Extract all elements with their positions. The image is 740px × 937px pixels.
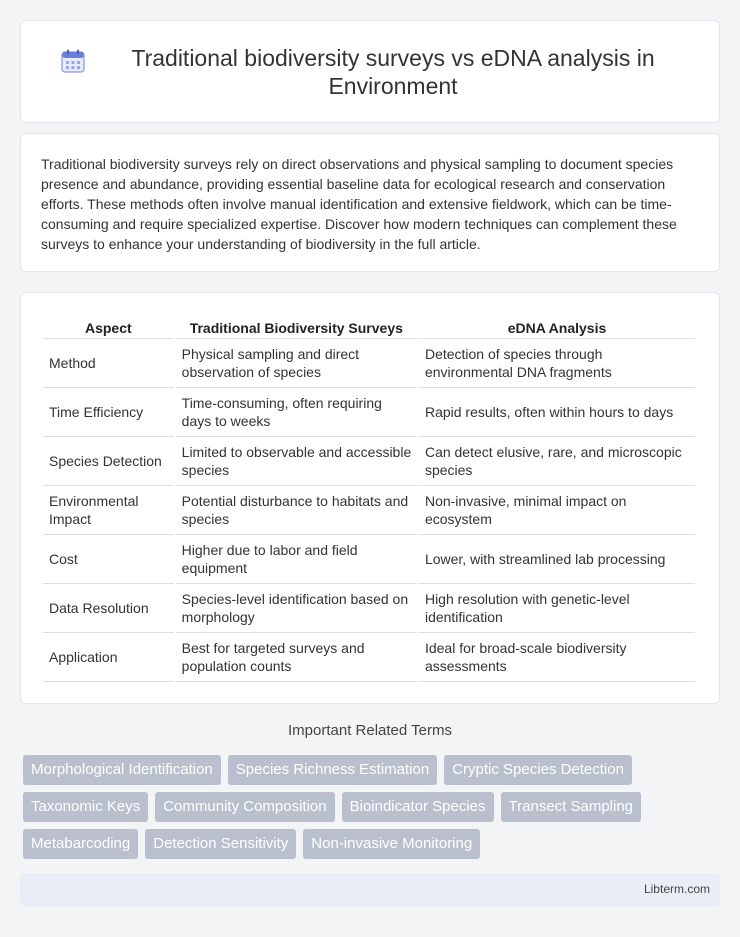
- row-edna: High resolution with genetic-level identification: [419, 584, 695, 633]
- row-aspect: Environmental Impact: [43, 486, 174, 535]
- intro-paragraph: Traditional biodiversity surveys rely on direct observations and physical sampling to document species presence and abundance, providing essential baseline data for ecological research and conservation efforts. These methods often involve manual identification and extensive fieldwork, which can be time-consuming and require specialized expertise. Discover how modern techniques can complement these surveys to enhance your understanding of biodiversity in the full article.: [41, 156, 677, 252]
- related-term-tag[interactable]: Bioindicator Species: [342, 792, 494, 822]
- related-term-tag[interactable]: Non-invasive Monitoring: [303, 829, 480, 859]
- table-row: [43, 486, 695, 535]
- table-row: [43, 339, 695, 388]
- intro-card: [20, 133, 720, 272]
- table-header-row: [43, 315, 695, 339]
- title-wrap: [60, 44, 680, 100]
- row-traditional: Physical sampling and direct observation of species: [176, 339, 417, 388]
- row-aspect: Method: [43, 339, 174, 388]
- table-row: [43, 437, 695, 486]
- related-term-tag[interactable]: Metabarcoding: [23, 829, 138, 859]
- table-row: [43, 584, 695, 633]
- related-term-tag[interactable]: Transect Sampling: [501, 792, 642, 822]
- related-term-tag[interactable]: Species Richness Estimation: [228, 755, 437, 785]
- table-row: [43, 388, 695, 437]
- related-term-tag[interactable]: Taxonomic Keys: [23, 792, 148, 822]
- row-traditional: Species-level identification based on morphology: [176, 584, 417, 633]
- row-traditional: Potential disturbance to habitats and species: [176, 486, 417, 535]
- row-aspect: Time Efficiency: [43, 388, 174, 437]
- related-terms-title: Important Related Terms: [288, 722, 452, 739]
- header-edna: eDNA Analysis: [419, 315, 695, 339]
- row-traditional: Limited to observable and accessible species: [176, 437, 417, 486]
- calendar-icon: [60, 48, 86, 74]
- row-traditional: Best for targeted surveys and population counts: [176, 633, 417, 682]
- comparison-card: [20, 292, 720, 704]
- row-aspect: Data Resolution: [43, 584, 174, 633]
- row-edna: Can detect elusive, rare, and microscopic species: [419, 437, 695, 486]
- related-term-tag[interactable]: Community Composition: [155, 792, 334, 822]
- row-edna: Non-invasive, minimal impact on ecosystem: [419, 486, 695, 535]
- row-edna: Rapid results, often within hours to days: [419, 388, 695, 437]
- table-row: [43, 535, 695, 584]
- title-card: [20, 20, 720, 123]
- row-edna: Ideal for broad-scale biodiversity assessments: [419, 633, 695, 682]
- row-aspect: Application: [43, 633, 174, 682]
- row-aspect: Species Detection: [43, 437, 174, 486]
- header-aspect: Aspect: [43, 315, 174, 339]
- row-aspect: Cost: [43, 535, 174, 584]
- row-traditional: Time-consuming, often requiring days to weeks: [176, 388, 417, 437]
- row-edna: Lower, with streamlined lab processing: [419, 535, 695, 584]
- table-row: [43, 633, 695, 682]
- page-title: Traditional biodiversity surveys vs eDNA analysis in Environment: [131, 44, 655, 99]
- related-terms-list: [23, 755, 723, 859]
- related-term-tag[interactable]: Morphological Identification: [23, 755, 221, 785]
- row-traditional: Higher due to labor and field equipment: [176, 535, 417, 584]
- row-edna: Detection of species through environmental DNA fragments: [419, 339, 695, 388]
- related-term-tag[interactable]: Detection Sensitivity: [145, 829, 296, 859]
- comparison-table: [41, 315, 697, 682]
- header-traditional: Traditional Biodiversity Surveys: [176, 315, 417, 339]
- footer: [20, 873, 720, 906]
- footer-brand-link[interactable]: Libterm.com: [643, 882, 710, 896]
- related-term-tag[interactable]: Cryptic Species Detection: [444, 755, 632, 785]
